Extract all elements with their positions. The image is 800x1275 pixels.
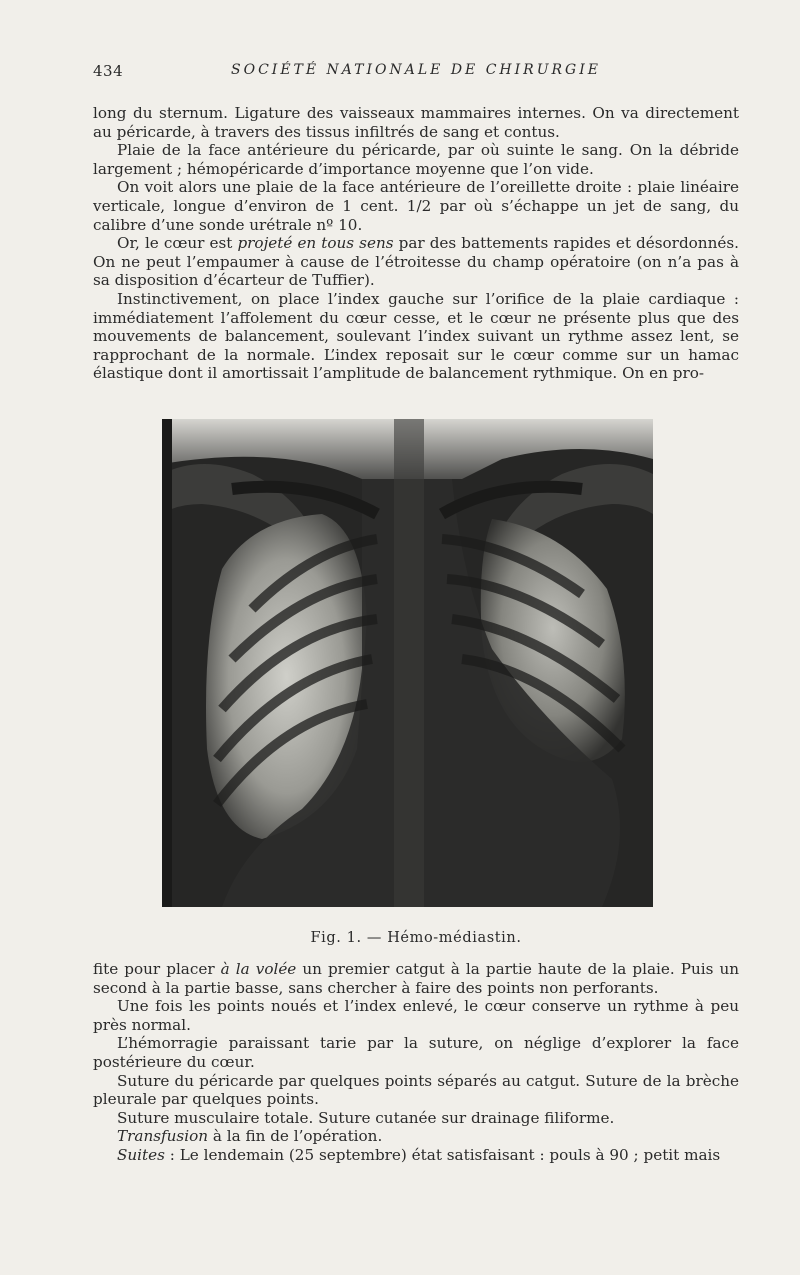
paragraph: [93, 178, 739, 234]
italic-text: Transfusion: [117, 1127, 208, 1146]
paragraph: [93, 234, 739, 290]
paragraph: [93, 1146, 739, 1165]
paragraph-text: à la fin de l’opération.: [208, 1127, 383, 1146]
paragraph: [93, 141, 739, 178]
figure-caption: Fig. 1. — Hémo-médiastin.: [310, 930, 522, 946]
italic-text: projeté en tous sens: [237, 234, 394, 253]
paragraph-text: par des battements rapides et désordonnés. On ne peut l’empaumer à cause de l’étroitesse du champ opératoire (on n’a pas à sa disposition d’écarteur de Tuffier).: [93, 234, 739, 290]
paragraph: [93, 1034, 739, 1071]
paragraph-text: Une fois les points noués et l’index enlevé, le cœur conserve un rythme à peu près normal.: [93, 997, 739, 1034]
paragraph: [93, 290, 739, 383]
paragraph-text: Suture musculaire totale. Suture cutanée sur drainage filiforme.: [117, 1108, 615, 1127]
italic-text: à la volée: [220, 960, 297, 978]
paragraph-text: fite pour placer: [93, 960, 221, 978]
page-number: 434: [93, 62, 124, 80]
body-text-top: [93, 104, 739, 383]
paragraph: [93, 997, 739, 1034]
paragraph: [93, 104, 739, 141]
paragraph-text: : Le lendemain (25 septembre) état satisfaisant : pouls à 90 ; petit mais: [164, 1145, 721, 1164]
paragraph-text: Suture du péricarde par quelques points séparés au catgut. Suture de la brèche pleurale par quelques points.: [93, 1071, 739, 1109]
chest-xray-image: [162, 419, 653, 907]
paragraph-text: Or, le cœur est: [117, 234, 238, 253]
paragraph-text: Plaie de la face antérieure du péricarde, par où suinte le sang. On la débride largement ; hémopéricarde d’importance moyenne que l’on vide.: [93, 141, 739, 178]
paragraph-text: On voit alors une plaie de la face antérieure de l’oreillette droite : plaie linéaire verticale, longue d’environ de 1 cent. 1/2 par où s’échappe un jet de sang, du calibre d’une sonde urétrale nº 10.: [93, 178, 739, 234]
paragraph-text: long du sternum. Ligature des vaisseaux mammaires internes. On va directement au péricarde, à travers des tissus infiltrés de sang et contus.: [93, 104, 739, 141]
paragraph: [93, 1072, 739, 1109]
xray-figure: [162, 419, 653, 907]
body-text-bottom: [93, 960, 739, 1165]
paragraph-text: un premier catgut à la partie haute de la plaie. Puis un second à la partie basse, sans chercher à faire des points non perforants.: [93, 960, 740, 997]
paragraph: [93, 1109, 739, 1128]
running-title: SOCIÉTÉ NATIONALE DE CHIRURGIE: [231, 62, 601, 78]
paragraph: [93, 1127, 739, 1146]
paragraph-text: L’hémorragie paraissant tarie par la suture, on néglige d’explorer la face postérieure du cœur.: [93, 1034, 739, 1071]
page-header: [93, 62, 739, 82]
paragraph-text: Instinctivement, on place l’index gauche sur l’orifice de la plaie cardiaque : immédiatement l’affolement du cœur cesse, et le cœur ne présente plus que des mouvements de balancement, soulevant l’index suivant un rythme assez lent, se rapprochant de la normale. L’index reposait sur le cœur comme sur un hamac élastique dont il amortissait l’amplitude de balancement rythmique. On en pro-: [93, 289, 739, 383]
italic-text: Suites: [117, 1145, 165, 1164]
paragraph: [93, 960, 739, 997]
